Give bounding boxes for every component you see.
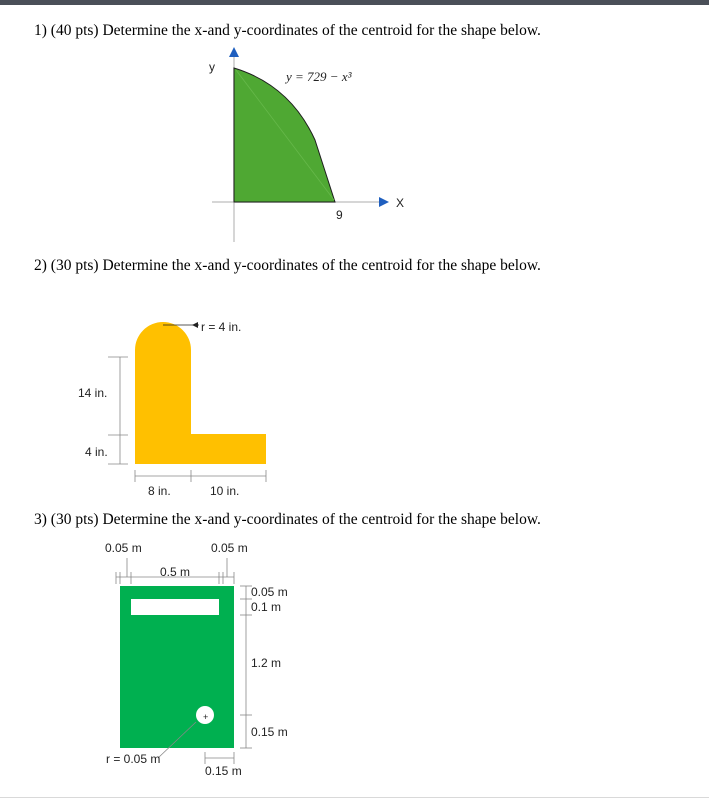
slot-height-dim-label: 0.1 m [251, 600, 282, 614]
height-label: 14 in. [78, 386, 108, 400]
problem-2-text: 2) (30 pts) Determine the x-and y-coordinates of the centroid for the shape below. [34, 257, 541, 274]
problem-1-text: 1) (40 pts) Determine the x-and y-coordinates of the centroid for the shape below. [34, 22, 541, 39]
problem-3-text: 3) (30 pts) Determine the x-and y-coordinates of the centroid for the shape below. [34, 511, 541, 528]
hole-center-icon: + [203, 712, 209, 722]
width1-label: 8 in. [148, 484, 171, 498]
hole-y-dim-label: 0.15 m [251, 725, 288, 739]
bottom-divider [0, 797, 709, 798]
x-intercept-label: 9 [336, 208, 343, 222]
plate-height-label: 1.2 m [251, 656, 282, 670]
x-axis-label: X [396, 196, 405, 210]
slot-top-dim-label: 0.05 m [251, 585, 288, 599]
radius-label: r = 4 in. [201, 320, 242, 334]
y-axis-label: y [209, 60, 215, 74]
base-label: 4 in. [85, 445, 108, 459]
top-left-dim-label: 0.05 m [105, 541, 142, 555]
rectangular-slot [131, 599, 219, 615]
hole-radius-label: r = 0.05 m [106, 752, 161, 766]
width2-label: 10 in. [210, 484, 240, 498]
hole-x-dim-label: 0.15 m [205, 764, 242, 778]
curve-equation: y = 729 − x³ [286, 69, 352, 84]
top-right-dim-label: 0.05 m [211, 541, 248, 555]
slot-width-label: 0.5 m [160, 565, 191, 579]
